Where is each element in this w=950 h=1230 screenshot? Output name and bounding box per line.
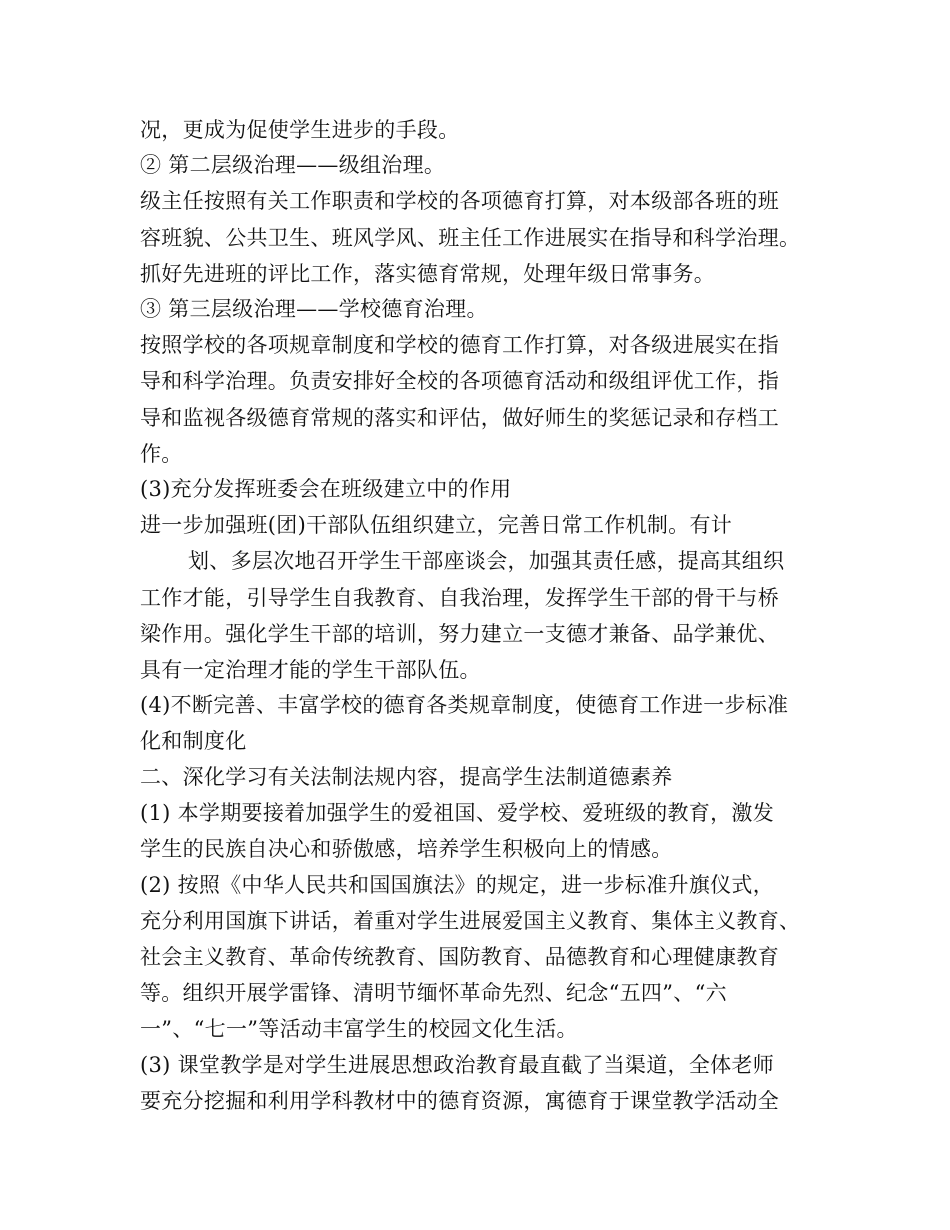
- text-line: 梁作用。强化学生干部的培训，努力建立一支德才兼备、品学兼优、: [140, 622, 779, 646]
- text-line: ② 第二层级治理——级组治理。: [140, 153, 446, 177]
- text-line: 化和制度化: [140, 729, 247, 753]
- section-heading: (3)充分发挥班委会在班级建立中的作用: [140, 477, 512, 501]
- text-line: 容班貌、公共卫生、班风学风、班主任工作进展实在指导和科学治理。: [140, 226, 801, 250]
- text-line: 作。: [140, 442, 183, 466]
- text-line: 进一步加强班(团)干部队伍组织建立，完善日常工作机制。有计: [140, 513, 733, 537]
- text-line: 学生的民族自决心和骄傲感，培养学生积极向上的情感。: [140, 837, 673, 861]
- text-line: (3) 课堂教学是对学生进展思想政治教育最直截了当渠道，全体老师: [140, 1053, 775, 1077]
- text-line: 导和科学治理。负责安排好全校的各项德育活动和级组评优工作，指: [140, 369, 779, 393]
- text-line: 要充分挖掘和利用学科教材中的德育资源，寓德育于课堂教学活动全: [140, 1089, 779, 1113]
- section-heading: 二、深化学习有关法制法规内容，提高学生法制道德素养: [140, 765, 673, 789]
- text-line: 工作才能，引导学生自我教育、自我治理，发挥学生干部的骨干与桥: [140, 586, 779, 610]
- text-line: 一”、“七一”等活动丰富学生的校园文化生活。: [140, 1017, 578, 1041]
- text-line: 等。组织开展学雷锋、清明节缅怀革命先烈、纪念“五四”、“六: [140, 981, 727, 1005]
- text-line: 况，更成为促使学生进步的手段。: [140, 118, 460, 142]
- text-line: 抓好先进班的评比工作，落实德育常规，处理年级日常事务。: [140, 262, 716, 286]
- text-line: 按照学校的各项规章制度和学校的德育工作打算，对各级进展实在指: [140, 333, 779, 357]
- text-line: 级主任按照有关工作职责和学校的各项德育打算，对本级部各班的班: [140, 189, 779, 213]
- text-line: 具有一定治理才能的学生干部队伍。: [140, 658, 481, 682]
- text-line: 充分利用国旗下讲话，着重对学生进展爱国主义教育、集体主义教育、: [140, 909, 801, 933]
- text-line: 导和监视各级德育常规的落实和评估，做好师生的奖惩记录和存档工: [140, 406, 779, 430]
- text-line: (2) 按照《中华人民共和国国旗法》的规定，进一步标准升旗仪式，: [140, 873, 775, 897]
- text-line: (1) 本学期要接着加强学生的爱祖国、爱学校、爱班级的教育，激发: [140, 801, 775, 825]
- text-line: ③ 第三层级治理——学校德育治理。: [140, 297, 488, 321]
- text-line: 社会主义教育、革命传统教育、国防教育、品德教育和心理健康教育: [140, 945, 779, 969]
- text-line: 划、多层次地召开学生干部座谈会，加强其责任感，提高其组织: [188, 549, 785, 573]
- section-heading: (4)不断完善、丰富学校的德育各类规章制度，使德育工作进一步标准: [140, 693, 789, 717]
